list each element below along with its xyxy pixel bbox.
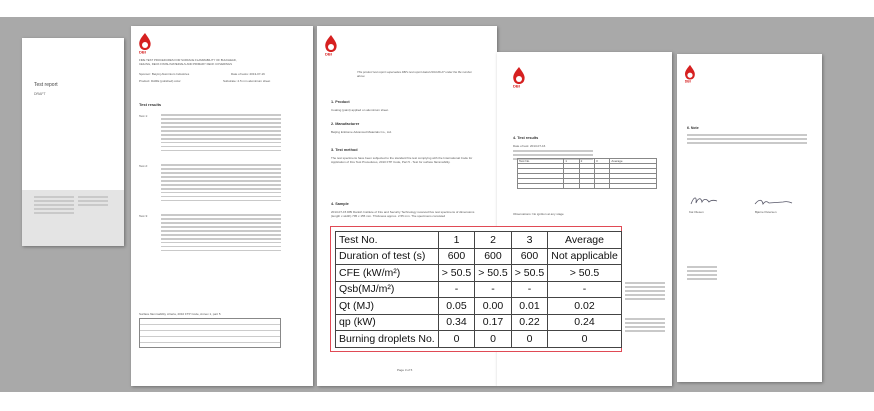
row-label: Qt (MJ): [336, 298, 439, 315]
cell: 0: [438, 331, 475, 348]
page2-test1-lines: [161, 114, 281, 154]
cell: > 50.5: [475, 265, 512, 282]
table-row: [336, 298, 622, 315]
cell: 0.22: [511, 314, 548, 331]
svg-text:DBI: DBI: [513, 83, 520, 88]
report-page-5[interactable]: [677, 54, 822, 382]
page3-section-4-title: 4. Sample: [331, 202, 349, 206]
header-cell: 2: [475, 232, 512, 249]
cell: 0.05: [438, 298, 475, 315]
page2-test1-label: Test 1:: [139, 114, 148, 118]
table-row: [336, 281, 622, 298]
signature-left: [689, 194, 719, 208]
cell: 600: [438, 248, 475, 265]
cell: > 50.5: [548, 265, 622, 282]
cell: 0.01: [511, 298, 548, 315]
cell: 0: [548, 331, 622, 348]
cell: 600: [511, 248, 548, 265]
page2-test3-label: Test 3:: [139, 214, 148, 218]
page2-section: Test results: [139, 102, 162, 107]
cell: > 50.5: [438, 265, 475, 282]
cell: 3: [594, 159, 609, 164]
cover-subtitle: DRAFT: [34, 92, 46, 96]
header-cell: 3: [511, 232, 548, 249]
cell: -: [548, 281, 622, 298]
page2-criteria-table: [139, 318, 281, 348]
header-cell: Average: [548, 232, 622, 249]
page4-date: Date of test: 2013-07-16: [513, 144, 546, 148]
page2-test2-lines: [161, 164, 281, 204]
dbi-flame-icon: [137, 32, 153, 54]
svg-text:DBI: DBI: [325, 51, 332, 56]
cell: -: [438, 281, 475, 298]
header-cell: 1: [438, 232, 475, 249]
cell: 0: [475, 331, 512, 348]
page4-small-table: [517, 158, 657, 189]
results-table-callout: [330, 226, 622, 352]
cell: -: [475, 281, 512, 298]
page4-observation: Observations: No ignition at any stage: [513, 212, 564, 216]
cell: Not applicable: [548, 248, 622, 265]
page4-right-lines-2: [625, 318, 665, 334]
row-label: CFE (kW/m²): [336, 265, 439, 282]
page3-section-2-title: 2. Manufacturer: [331, 122, 360, 126]
svg-text:DBI: DBI: [684, 79, 691, 83]
row-label: Duration of test (s): [336, 248, 439, 265]
signer-right: Bjarne Petersen: [755, 210, 777, 214]
page2-sponsor: Sponsor: Beiyinj Aluminium Industries: [139, 72, 190, 76]
row-label: Burning droplets No.: [336, 331, 439, 348]
cell: 2: [579, 159, 594, 164]
table-row: [336, 248, 622, 265]
results-table-header: [336, 232, 622, 249]
cell: 0.00: [475, 298, 512, 315]
dbi-flame-icon: [323, 34, 339, 56]
cover-info-lines-2: [78, 196, 108, 208]
page3-page-number: Page 3 of 5: [397, 368, 413, 372]
page5-address-lines: [687, 266, 717, 282]
page3-section-1-title: 1. Product: [331, 100, 350, 104]
dbi-flame-icon: [511, 66, 527, 88]
cover-title: Test report: [34, 82, 58, 88]
page3-section-4-text: 2013-07-15 DBI Danish Institute of Fire and Security Technology received five test specimens of dimensions (length x width) 795 x 155 mm. Thickness approx. 2.55 mm. The specimens consisted: [331, 210, 475, 218]
signer-left: Kai Olesen: [689, 210, 704, 214]
cell: 0.02: [548, 298, 622, 315]
page2-product: Product: DARE (polished) color: [139, 79, 181, 83]
table-row: [336, 331, 622, 348]
svg-text:DBI: DBI: [139, 49, 146, 54]
cell: > 50.5: [511, 265, 548, 282]
signature-right: [753, 196, 793, 208]
report-page-2[interactable]: [131, 26, 313, 386]
cover-page[interactable]: [22, 38, 124, 246]
cell: 0.24: [548, 314, 622, 331]
page2-substrate: Substrate: 2.5 mm aluminium sheet: [223, 79, 271, 83]
header-cell: Test No.: [336, 232, 439, 249]
page2-test2-label: Test 2:: [139, 164, 148, 168]
cell: 600: [475, 248, 512, 265]
page3-note: This product test report supersedes DBI's test report dated 2013-06-27 under the file number above: [357, 70, 472, 78]
page4-right-lines: [625, 282, 665, 302]
page3-section-3-text: The test specimens have been subjected to the standard fire test complying with the International Code for Application of Fire Test Procedures, 2010 FTP Code, Part 5 - Test for surface flammability.: [331, 156, 473, 164]
cell: -: [511, 281, 548, 298]
cell: 1: [564, 159, 579, 164]
table-row: [336, 265, 622, 282]
cover-info-lines: [34, 196, 74, 216]
page5-section: 6. Note: [687, 126, 699, 130]
page3-section-2-text: Beijing Entitome Advanced Materials Co., Ltd.: [331, 130, 392, 134]
page3-section-1-text: Coating (paint) applied on aluminium sheet.: [331, 108, 389, 112]
results-table: [335, 231, 622, 348]
cell: 0.34: [438, 314, 475, 331]
cell: Average: [610, 159, 657, 164]
row-label: Qsb(MJ/m²): [336, 281, 439, 298]
row-label: qp (kW): [336, 314, 439, 331]
cell: 0: [511, 331, 548, 348]
page2-date: Date of tests: 2013-07-16: [231, 72, 265, 76]
page3-section-3-title: 3. Test method: [331, 148, 358, 152]
page2-footer: Surface flammability criteria, 2010 FTP Code, Annex 1, part 5: [139, 312, 221, 316]
cell: 0.17: [475, 314, 512, 331]
page5-note-lines: [687, 134, 807, 146]
cell: Test No.: [518, 159, 564, 164]
page2-header-title: FIRE TEST PROCEDURES FOR SURFACE FLAMMABILITY OF BULKHEAD, CEILING, DECK FINISH MATERIALS AND PRIMARY DECK COVERINGS: [139, 58, 237, 66]
table-row: [336, 314, 622, 331]
page2-test3-lines: [161, 214, 281, 254]
dbi-flame-icon: [683, 64, 697, 83]
page4-section: 4. Test results: [513, 136, 539, 140]
